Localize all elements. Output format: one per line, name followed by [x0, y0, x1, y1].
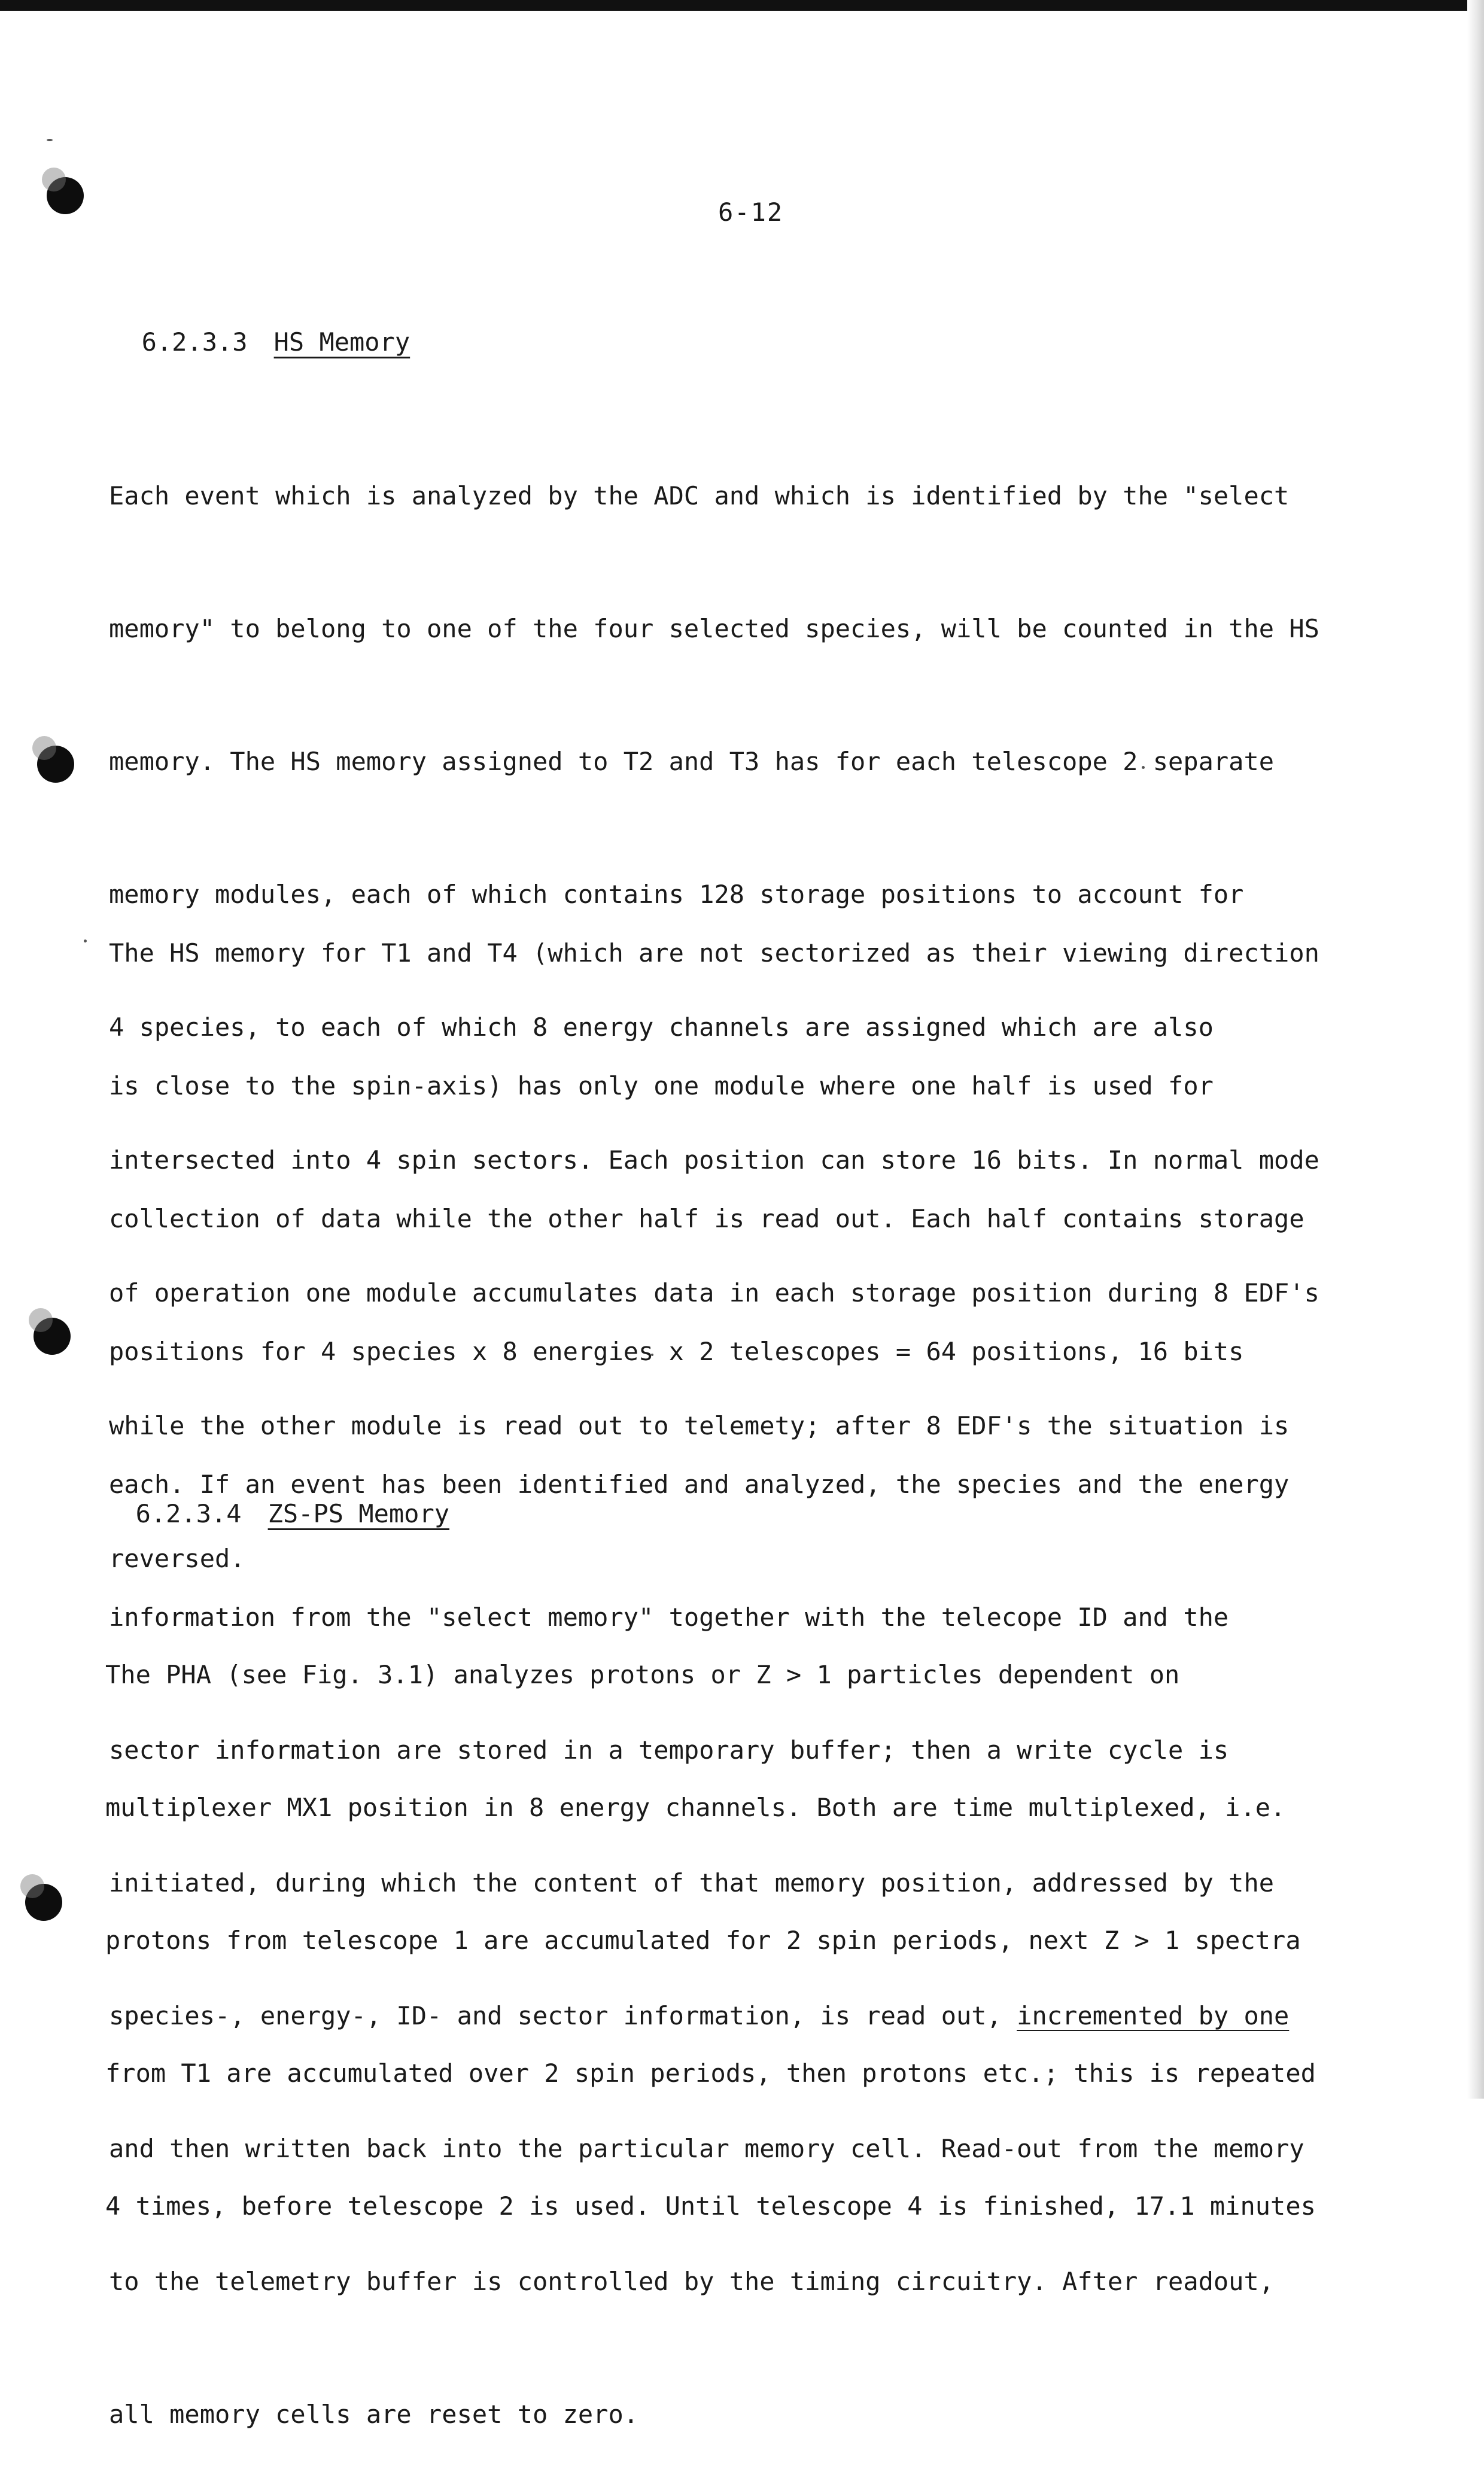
text-line: protons from telescope 1 are accumulated for 2 spin periods, next Z > 1 spectra [105, 1926, 1301, 1955]
punch-hole-1 [47, 177, 84, 214]
scan-speck [84, 940, 87, 942]
section-heading-hs-memory [111, 298, 410, 357]
section-heading-zs-ps-memory [105, 1470, 449, 1528]
text-line: The HS memory for T1 and T4 (which are not sectorized as their viewing direction [109, 938, 1319, 968]
text-line: initiated, during which the content of that memory position, addressed by the [109, 1868, 1275, 1898]
punch-hole-3 [34, 1318, 71, 1355]
text-line: collection of data while the other half is read out. Each half contains storage [109, 1204, 1304, 1233]
text-line: memory modules, each of which contains 128 storage positions to account for [109, 880, 1244, 909]
text-line: while the other module is read out to telemety; after 8 EDF's the situation is [109, 1411, 1290, 1440]
section-title: ZS-PS Memory [267, 1499, 450, 1528]
text-line: is close to the spin-axis) has only one module where one half is used for [109, 1071, 1214, 1100]
zs-ps-memory-paragraph-1 [105, 1564, 1332, 2273]
text-line: multiplexer MX1 position in 8 energy channels. Both are time multiplexed, i.e. [105, 1793, 1286, 1822]
text-line: sector information are stored in a temporary buffer; then a write cycle is [109, 1735, 1229, 1765]
scan-top-border [0, 0, 1484, 11]
punch-hole-4 [25, 1884, 62, 1921]
section-number: 6.2.3.4 [135, 1499, 242, 1528]
text-line: information from the "select memory" together with the telecope ID and the [109, 1603, 1229, 1632]
hand-underlined-phrase: incremented by one [1017, 2001, 1290, 2030]
text-line: positions for 4 species x 8 energies x 2 telescopes = 64 positions, 16 bits [109, 1337, 1244, 1366]
text-line: reversed. [109, 1544, 245, 1573]
text-line: and then written back into the particular memory cell. Read-out from the memory [109, 2134, 1304, 2163]
text-line: of operation one module accumulates data in each storage position during 8 EDF's [109, 1278, 1319, 1308]
page-number: 6-12 [718, 197, 784, 227]
text-line: intersected into 4 spin sectors. Each position can store 16 bits. In normal mode [109, 1145, 1319, 1175]
text-line: 4 species, to each of which 8 energy channels are assigned which are also [109, 1013, 1214, 1042]
text-line: from T1 are accumulated over 2 spin periods, then protons etc.; this is repeated [105, 2059, 1316, 2088]
text-line: all memory cells are reset to zero. [109, 2400, 639, 2429]
text-line: The PHA (see Fig. 3.1) analyzes protons or Z > 1 particles dependent on [105, 1660, 1180, 1689]
text-segment: species-, energy-, ID- and sector information, is read out, [109, 2001, 1017, 2030]
text-line: 4 times, before telescope 2 is used. Until telescope 4 is finished, 17.1 minutes [105, 2191, 1316, 2221]
text-line: Each event which is analyzed by the ADC and which is identified by the "select [109, 481, 1290, 510]
scan-speck [47, 139, 53, 141]
text-line: to the telemetry buffer is controlled by the timing circuitry. After readout, [109, 2267, 1275, 2296]
text-line: memory. The HS memory assigned to T2 and T3 has for each telescope 2 separate [109, 747, 1275, 776]
text-line: each. If an event has been identified and analyzed, the species and the energy [109, 1470, 1290, 1499]
text-line: memory" to belong to one of the four selected species, will be counted in the HS [109, 614, 1319, 643]
scan-right-edge-shadow [1467, 0, 1484, 2099]
punch-hole-2 [37, 746, 74, 783]
section-title: HS Memory [273, 327, 410, 357]
section-number: 6.2.3.3 [141, 327, 248, 357]
